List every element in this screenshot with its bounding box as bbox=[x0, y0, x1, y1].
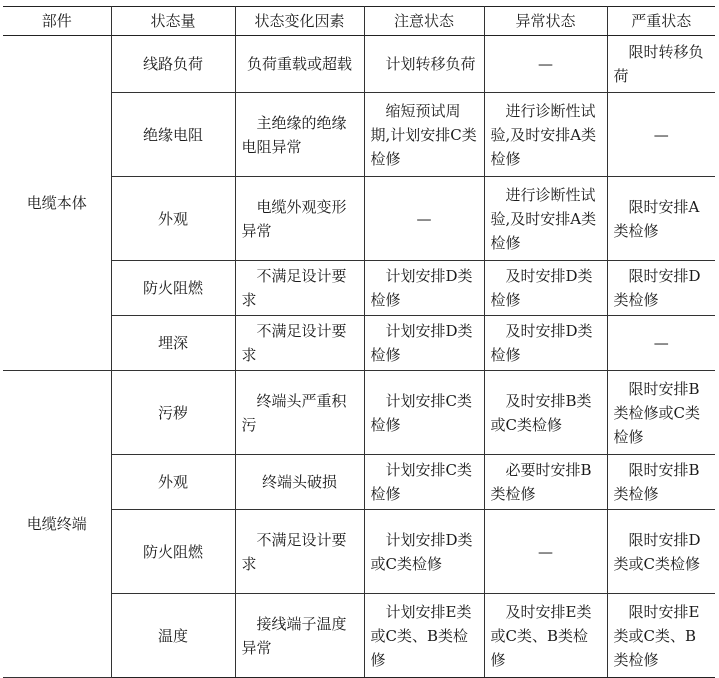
attention-cell: — bbox=[364, 177, 484, 261]
severe-cell: 限时转移负荷 bbox=[607, 36, 715, 93]
abnormal-cell: 及时安排E类或C类、B类检修 bbox=[484, 594, 607, 678]
severe-cell: 限时安排D类检修 bbox=[607, 261, 715, 316]
quantity-cell: 埋深 bbox=[111, 316, 235, 371]
severe-cell: — bbox=[607, 316, 715, 371]
quantity-cell: 线路负荷 bbox=[111, 36, 235, 93]
severe-cell: 限时安排B类检修或C类检修 bbox=[607, 371, 715, 455]
abnormal-cell: — bbox=[484, 510, 607, 594]
part-cell: 电缆终端 bbox=[3, 371, 111, 678]
factor-cell: 接线端子温度异常 bbox=[235, 594, 364, 678]
quantity-cell: 温度 bbox=[111, 594, 235, 678]
part-cell: 电缆本体 bbox=[3, 36, 111, 371]
header-part: 部件 bbox=[3, 7, 111, 36]
header-row bbox=[3, 7, 715, 36]
factor-cell: 电缆外观变形异常 bbox=[235, 177, 364, 261]
quantity-cell: 外观 bbox=[111, 177, 235, 261]
table-row bbox=[3, 36, 715, 93]
header-severe: 严重状态 bbox=[607, 7, 715, 36]
severe-cell: — bbox=[607, 93, 715, 177]
factor-cell: 不满足设计要求 bbox=[235, 510, 364, 594]
abnormal-cell: 及时安排B类或C类检修 bbox=[484, 371, 607, 455]
factor-cell: 终端头严重积污 bbox=[235, 371, 364, 455]
abnormal-cell: — bbox=[484, 36, 607, 93]
factor-cell: 负荷重载或超载 bbox=[235, 36, 364, 93]
attention-cell: 缩短预试周期,计划安排C类检修 bbox=[364, 93, 484, 177]
header-attention: 注意状态 bbox=[364, 7, 484, 36]
severe-cell: 限时安排A类检修 bbox=[607, 177, 715, 261]
quantity-cell: 防火阻燃 bbox=[111, 510, 235, 594]
attention-cell: 计划安排D类检修 bbox=[364, 316, 484, 371]
attention-cell: 计划安排D类检修 bbox=[364, 261, 484, 316]
table-row bbox=[3, 371, 715, 455]
header-quantity: 状态量 bbox=[111, 7, 235, 36]
quantity-cell: 绝缘电阻 bbox=[111, 93, 235, 177]
abnormal-cell: 及时安排D类检修 bbox=[484, 261, 607, 316]
factor-cell: 不满足设计要求 bbox=[235, 316, 364, 371]
cable-status-table bbox=[3, 6, 715, 678]
abnormal-cell: 必要时安排B类检修 bbox=[484, 455, 607, 510]
header-abnormal: 异常状态 bbox=[484, 7, 607, 36]
severe-cell: 限时安排B类检修 bbox=[607, 455, 715, 510]
severe-cell: 限时安排E类或C类、B类检修 bbox=[607, 594, 715, 678]
attention-cell: 计划转移负荷 bbox=[364, 36, 484, 93]
attention-cell: 计划安排E类或C类、B类检修 bbox=[364, 594, 484, 678]
attention-cell: 计划安排D类或C类检修 bbox=[364, 510, 484, 594]
factor-cell: 终端头破损 bbox=[235, 455, 364, 510]
abnormal-cell: 进行诊断性试验,及时安排A类检修 bbox=[484, 93, 607, 177]
abnormal-cell: 及时安排D类检修 bbox=[484, 316, 607, 371]
factor-cell: 主绝缘的绝缘电阻异常 bbox=[235, 93, 364, 177]
header-factor: 状态变化因素 bbox=[235, 7, 364, 36]
factor-cell: 不满足设计要求 bbox=[235, 261, 364, 316]
attention-cell: 计划安排C类检修 bbox=[364, 455, 484, 510]
quantity-cell: 外观 bbox=[111, 455, 235, 510]
attention-cell: 计划安排C类检修 bbox=[364, 371, 484, 455]
quantity-cell: 防火阻燃 bbox=[111, 261, 235, 316]
quantity-cell: 污秽 bbox=[111, 371, 235, 455]
severe-cell: 限时安排D类或C类检修 bbox=[607, 510, 715, 594]
abnormal-cell: 进行诊断性试验,及时安排A类检修 bbox=[484, 177, 607, 261]
